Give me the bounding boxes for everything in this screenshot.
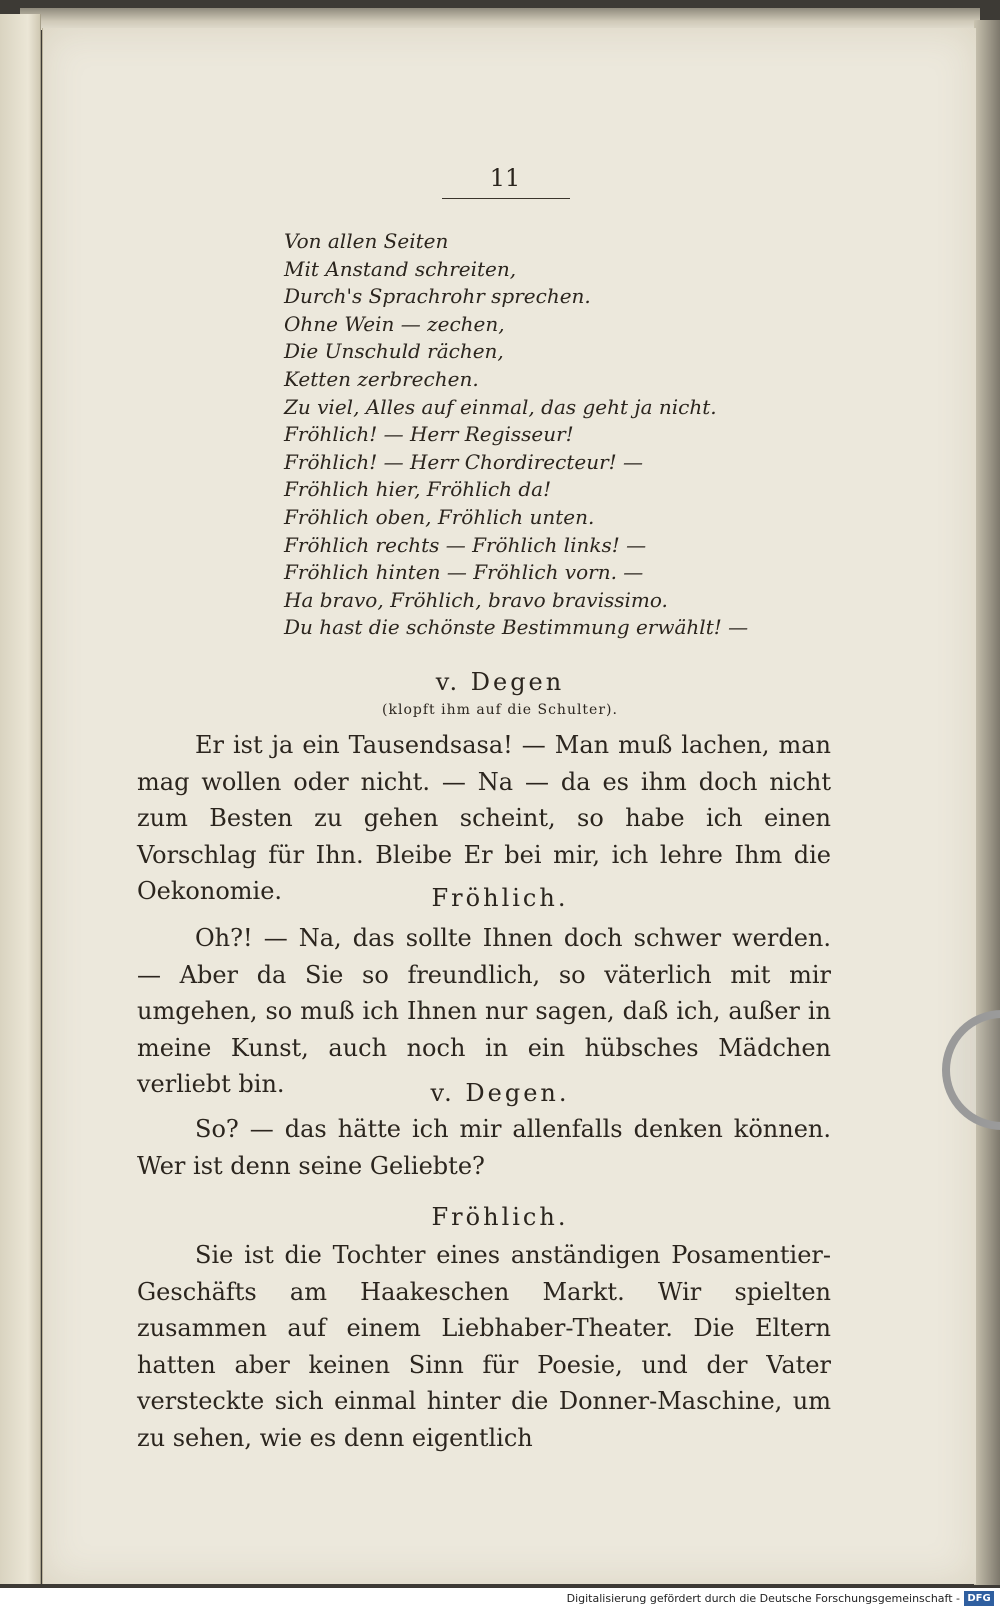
- facing-page-edge: [0, 14, 41, 1584]
- speaker-froehlich-2: Fröhlich.: [431, 1203, 569, 1231]
- footer-bar: [0, 1588, 1000, 1611]
- book-right-edge: [974, 20, 1000, 1585]
- verse-line: Ketten zerbrechen.: [284, 366, 479, 391]
- speech-froehlich-2: Sie ist die Tochter eines anständigen Posamentier-Geschäfts am Haakeschen Markt. Wir spielten zusammen auf einem Liebhaber-Theater. Die Eltern hatten aber keinen Sinn für Poesie, und der Vater versteckte sich einmal hinter die Donner-Maschine, um zu sehen, wie es denn eigentlich: [137, 1241, 831, 1452]
- dfg-logo: DFG: [964, 1591, 994, 1606]
- speech-v-degen-2: So? — das hätte ich mir allenfalls denken können. Wer ist denn seine Geliebte?: [137, 1115, 831, 1180]
- verse-line: Fröhlich oben, Fröhlich unten.: [284, 504, 595, 529]
- speaker-v-degen: v. Degen: [435, 668, 565, 696]
- verse-line: Fröhlich rechts — Fröhlich links! —: [284, 532, 647, 557]
- verse-line: Fröhlich hier, Fröhlich da!: [284, 477, 552, 502]
- verse-line: Mit Anstand schreiten,: [284, 256, 517, 281]
- funding-credit: Digitalisierung gefördert durch die Deutsche Forschungsgemeinschaft -: [566, 1592, 960, 1605]
- speech-froehlich-1: Oh?! — Na, das sollte Ihnen doch schwer werden. — Aber da Sie so freundlich, so väterlich mit mir umgehen, so muß ich Ihnen nur sagen, daß ich, außer in meine Kunst, auch noch in ein hübsches Mädchen verliebt bin.: [137, 924, 831, 1098]
- verse-line: Fröhlich! — Herr Regisseur!: [284, 422, 574, 447]
- verse-line: Du hast die schönste Bestimmung erwählt! —: [284, 615, 749, 640]
- book-top-edge: [20, 8, 980, 30]
- page-number: 11: [489, 164, 521, 192]
- verse-line: Ha bravo, Fröhlich, bravo bravissimo.: [284, 587, 668, 612]
- verse-line: Ohne Wein — zechen,: [284, 311, 505, 336]
- page-number-rule: [442, 198, 570, 199]
- verse-line: Fröhlich! — Herr Chordirecteur! —: [284, 449, 644, 474]
- speaker-v-degen-2: v. Degen.: [430, 1079, 570, 1107]
- verse-line: Von allen Seiten: [284, 229, 449, 253]
- speaker-froehlich: Fröhlich.: [431, 884, 569, 912]
- verse-line: Fröhlich hinten — Fröhlich vorn. —: [284, 560, 644, 585]
- verse-block: [284, 228, 844, 642]
- speech-v-degen-1: Er ist ja ein Tausendsasa! — Man muß lachen, man mag wollen oder nicht. — Na — da es ihm doch nicht zum Besten zu gehen scheint, so habe ich einen Vorschlag für Ihn. Bleibe Er bei mir, ich lehre Ihm die Oekonomie.: [137, 731, 831, 905]
- verse-line: Durch's Sprachrohr sprechen.: [284, 284, 591, 309]
- verse-line: Die Unschuld rächen,: [284, 339, 504, 364]
- stage-direction: (klopft ihm auf die Schulter).: [382, 702, 618, 718]
- verse-line: Zu viel, Alles auf einmal, das geht ja nicht.: [284, 394, 717, 419]
